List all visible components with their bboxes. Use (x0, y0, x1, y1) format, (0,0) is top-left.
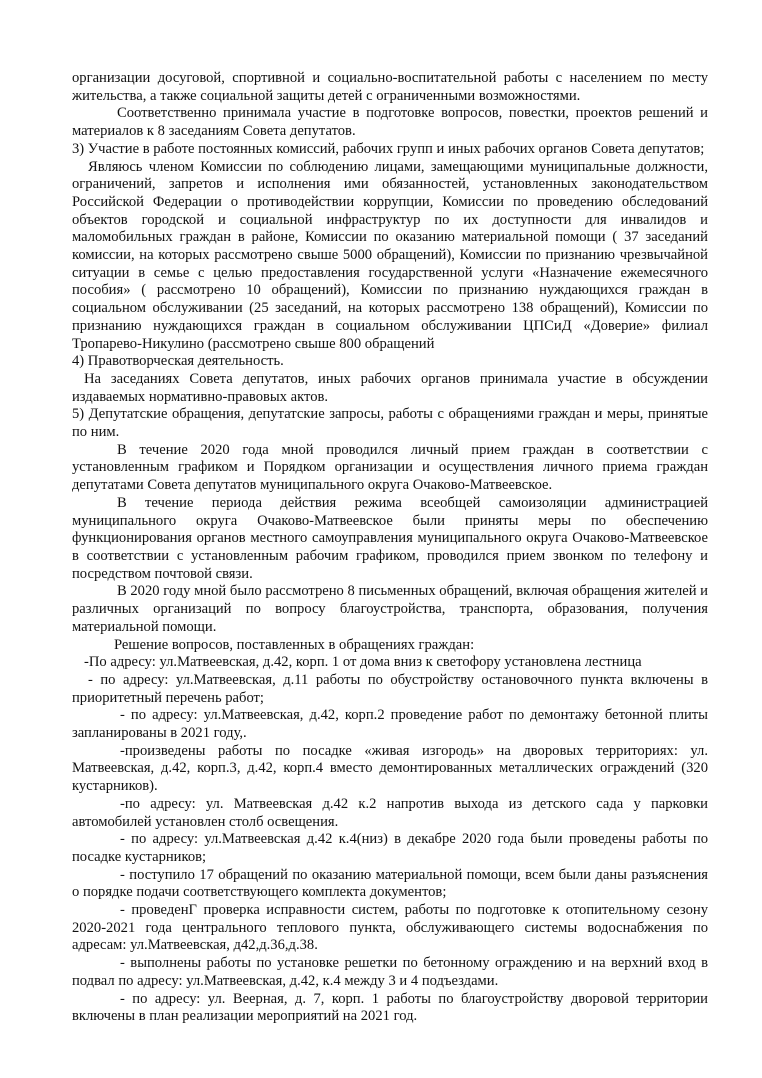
section-heading-5: 5) Депутатские обращения, депутатские запросы, работы с обращениями граждан и меры, принятые по ним. (72, 406, 708, 441)
paragraph-appeals-intro: Решение вопросов, поставленных в обращениях граждан: (114, 636, 475, 653)
list-item: - по адресу: ул.Матвеевская, д.42, корп.2 проведение работ по демонтажу бетонной плиты запланированы в 2021 году,. (72, 707, 708, 742)
list-item: - по адресу: ул.Матвеевская д.42 к.4(низ) в декабре 2020 года были проведены работы по посадке кустарников; (72, 831, 708, 865)
list-item: - проведенГ проверка исправности систем, работы по подготовке к отопительному сезону 2020-2021 года центрального теплового пункта, обслуживающего системы водоснабжения по адресам: ул.Матвеевская, д42,д.36,д.38. (72, 902, 708, 954)
list-item: -по адресу: ул. Матвеевская д.42 к.2 напротив выхода из детского сада у парковки автомобилей установлен столб освещения. (72, 795, 708, 830)
list-item: -произведены работы по посадке «живая изгородь» на дворовых территориях: ул. Матвеевская, д.42, корп.3, д.42, корп.4 вместо демонтированных металлических ограждений (320 кустарников). (72, 742, 708, 795)
list-item: - по адресу: ул. Веерная, д. 7, корп. 1 работы по благоустройству дворовой территории включены в план реализации мероприятий на 2021 год. (72, 990, 708, 1025)
paragraph-commissions: Являюсь членом Комиссии по соблюдению лицами, замещающими муниципальные должности, ограничений, запретов и исполнения ими обязанностей, установленных законодательством Российской Федерации о противодействии коррупции, Комиссии по проведению обследований объектов городской и социальной инфраструктур по их доступности для инвалидов и маломобильных граждан в районе, Комиссии по оказанию материальной помощи ( 37 заседаний комиссии, на которых рассмотрено свыше 5000 обращений), Комиссии по признанию чрезвычайной ситуации в семье с целью предоставления государственной услуги «Назначение ежемесячного пособия» ( рассмотрено 10 обращений), Комиссии по признанию нуждающихся граждан в социальном обслуживании (25 заседаний, на которых рассмотрено 138 обращений), Комиссии по признанию нуждающихся граждан в социальном обслуживании ЦПСиД «Доверие» филиал Тропарево-Никулино (рассмотрено свыше 800 обращений (72, 158, 708, 352)
paragraph-self-isolation: В течение периода действия режима всеобщей самоизоляции администрацией муниципального округа Очаково-Матвеевское были приняты меры по обеспечению функционирования органов местного самоуправления муниципального округа Очаково-Матвеевское в соответствии с установленным рабочим графиком, проводился прием звонком по телефону и посредством почтовой связи. (72, 494, 708, 582)
section-heading-3: 3) Участие в работе постоянных комиссий, рабочих групп и иных рабочих органов Совета депутатов; (72, 140, 705, 157)
list-item: -По адресу: ул.Матвеевская, д.42, корп. 1 от дома вниз к светофору установлена лестница (84, 654, 642, 671)
paragraph-intro-continuation: организации досуговой, спортивной и социально-воспитательной работы с населением по месту жительства, а также социальной защиты детей с ограниченными возможностями. (72, 70, 708, 104)
paragraph-lawmaking: На заседаниях Совета депутатов, иных рабочих органов принимала участие в обсуждении издаваемых нормативно-правовых актов. (72, 370, 708, 405)
paragraph-reception: В течение 2020 года мной проводился личный прием граждан в соответствии с установленным графиком и Порядком организации и осуществления личного приема граждан депутатами Совета депутатов муниципального округа Очаково-Матвеевское. (72, 441, 708, 494)
list-item: - поступило 17 обращений по оказанию материальной помощи, всем были даны разъяснения о порядке подачи соответствующего комплекта документов; (72, 866, 708, 901)
paragraph-appeals-count: В 2020 году мной было рассмотрено 8 письменных обращений, включая обращения жителей и различных организаций по вопросу благоустройства, транспорта, образования, получения материальной помощи. (72, 583, 708, 635)
section-heading-4: 4) Правотворческая деятельность. (72, 353, 284, 370)
list-item: - выполнены работы по установке решетки по бетонному ограждению и на верхний вход в подвал по адресу: ул.Матвеевская, д.42, к.4 между 3 и 4 подъездами. (72, 955, 708, 989)
paragraph-council-meetings: Соответственно принимала участие в подготовке вопросов, повестки, проектов решений и материалов к 8 заседаниям Совета депутатов. (72, 105, 708, 140)
list-item: - по адресу: ул.Матвеевская, д.11 работы по обустройству остановочного пункта включены в приоритетный перечень работ; (72, 671, 708, 706)
